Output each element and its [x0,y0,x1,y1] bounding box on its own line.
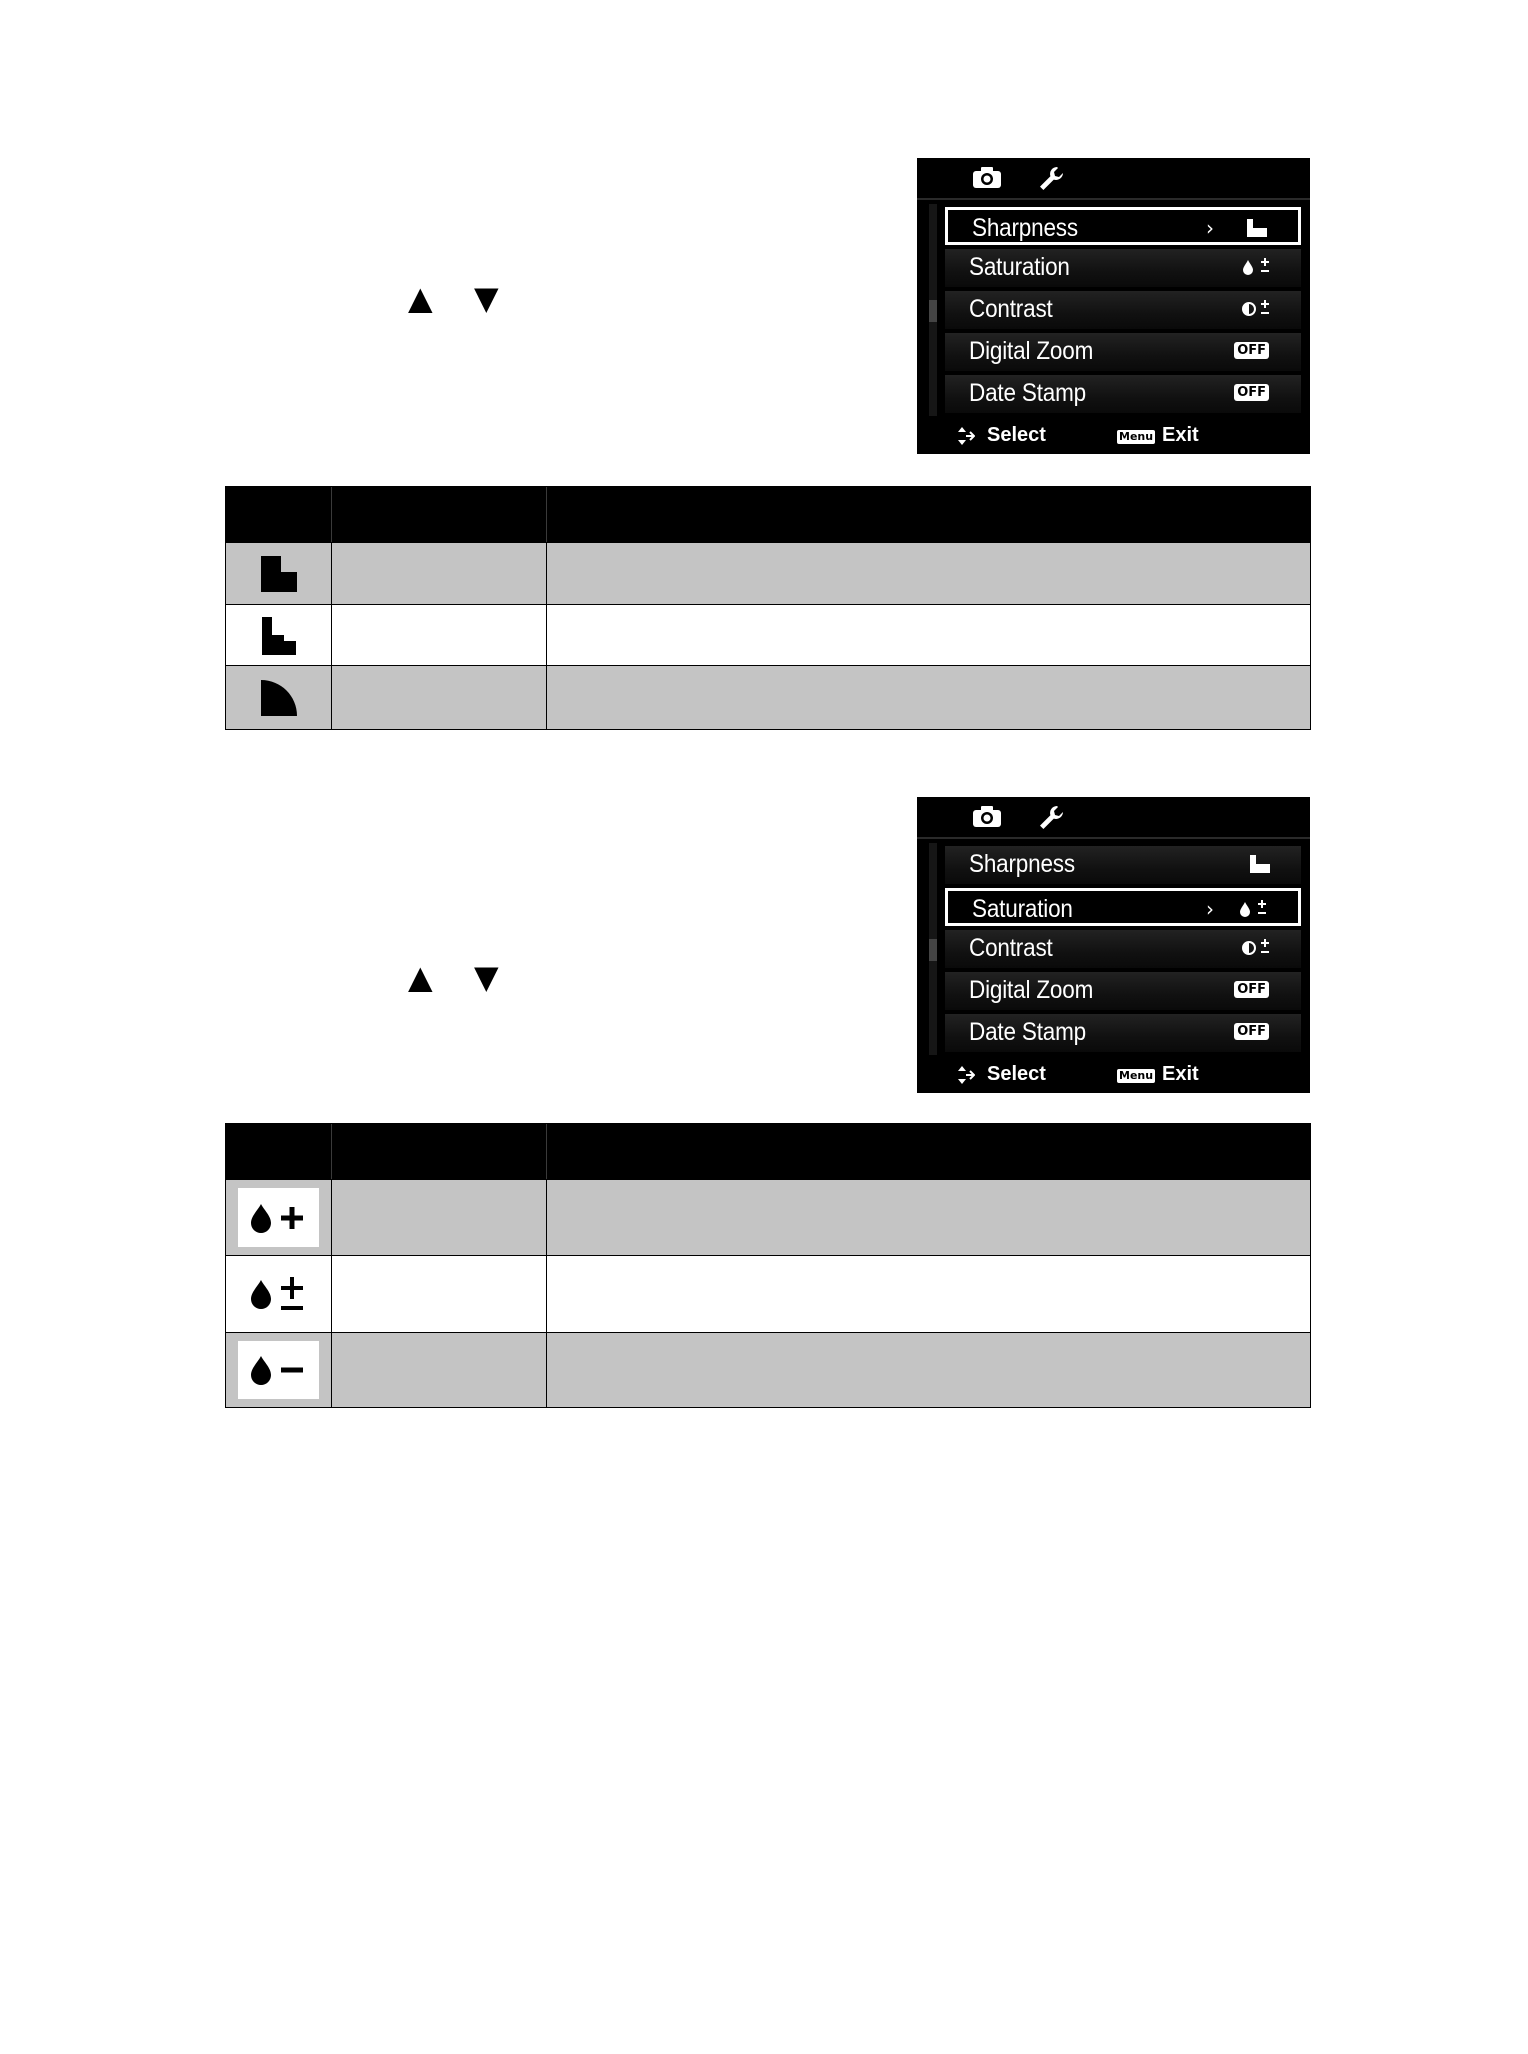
down-arrow-icon: ▼ [474,958,499,996]
menu-scrollbar[interactable] [929,843,937,1055]
camera-icon[interactable] [972,165,1002,194]
menu-item-sharpness[interactable]: Sharpness › [945,207,1301,245]
contrast-normal-icon [1241,299,1271,324]
sharpness-soft-icon [238,674,319,721]
menu-item-digital-zoom[interactable]: Digital Zoom OFF [945,972,1301,1010]
header-cell-description [547,1124,1310,1179]
select-hint: Select [987,1063,1046,1085]
saturation-normal-icon [1238,899,1268,924]
sharpness-options-table [225,486,1311,730]
saturation-normal-icon [238,1264,319,1324]
menu-item-saturation[interactable]: Saturation [945,249,1301,287]
table-row [226,542,1310,604]
menu-key-badge: Menu [1119,1069,1154,1082]
sharpness-normal-icon [1249,854,1271,879]
table-row [226,665,1310,729]
saturation-high-icon [238,1188,319,1247]
off-badge: OFF [1234,342,1269,359]
menu-item-digital-zoom[interactable]: Digital Zoom OFF [945,333,1301,371]
up-arrow-icon: ▲ [408,958,433,996]
off-badge: OFF [1234,981,1269,998]
contrast-normal-icon [1241,938,1271,963]
camera-menu-screen [917,797,1310,1093]
menu-item-date-stamp[interactable]: Date Stamp OFF [945,1014,1301,1052]
camera-menu-screen [917,158,1310,454]
table-row [226,1255,1310,1332]
chevron-right-icon: › [1206,216,1214,240]
header-cell-description [547,487,1310,542]
header-cell-name [332,487,547,542]
header-cell-name [332,1124,547,1179]
camera-icon[interactable] [972,804,1002,833]
menu-item-sharpness[interactable]: Sharpness [945,846,1301,884]
off-badge: OFF [1234,1023,1269,1040]
updown-nav-icon [957,1065,975,1091]
saturation-normal-icon [1241,257,1271,282]
off-badge: OFF [1234,384,1269,401]
wrench-icon[interactable] [1037,804,1065,837]
table-header [226,487,1310,542]
down-arrow-icon: ▼ [474,279,499,317]
table-header [226,1124,1310,1179]
sharpness-normal-icon [238,613,319,657]
wrench-icon[interactable] [1037,165,1065,198]
table-row [226,1179,1310,1255]
menu-key-badge: Menu [1119,430,1154,443]
select-hint: Select [987,424,1046,446]
menu-tab-bar [917,797,1310,839]
exit-hint: Exit [1162,1063,1199,1085]
sharpness-normal-icon [1246,218,1268,243]
table-row [226,604,1310,665]
menu-item-saturation[interactable]: Saturation › [945,888,1301,926]
saturation-options-table [225,1123,1311,1408]
updown-nav-icon [957,426,975,452]
menu-item-contrast[interactable]: Contrast [945,291,1301,329]
saturation-low-icon [238,1341,319,1399]
table-row [226,1332,1310,1407]
sharpness-high-icon [238,551,319,596]
exit-hint: Exit [1162,424,1199,446]
up-arrow-icon: ▲ [408,279,433,317]
menu-tab-bar [917,158,1310,200]
chevron-right-icon: › [1206,897,1214,921]
menu-scrollbar[interactable] [929,204,937,416]
menu-item-contrast[interactable]: Contrast [945,930,1301,968]
menu-item-date-stamp[interactable]: Date Stamp OFF [945,375,1301,413]
